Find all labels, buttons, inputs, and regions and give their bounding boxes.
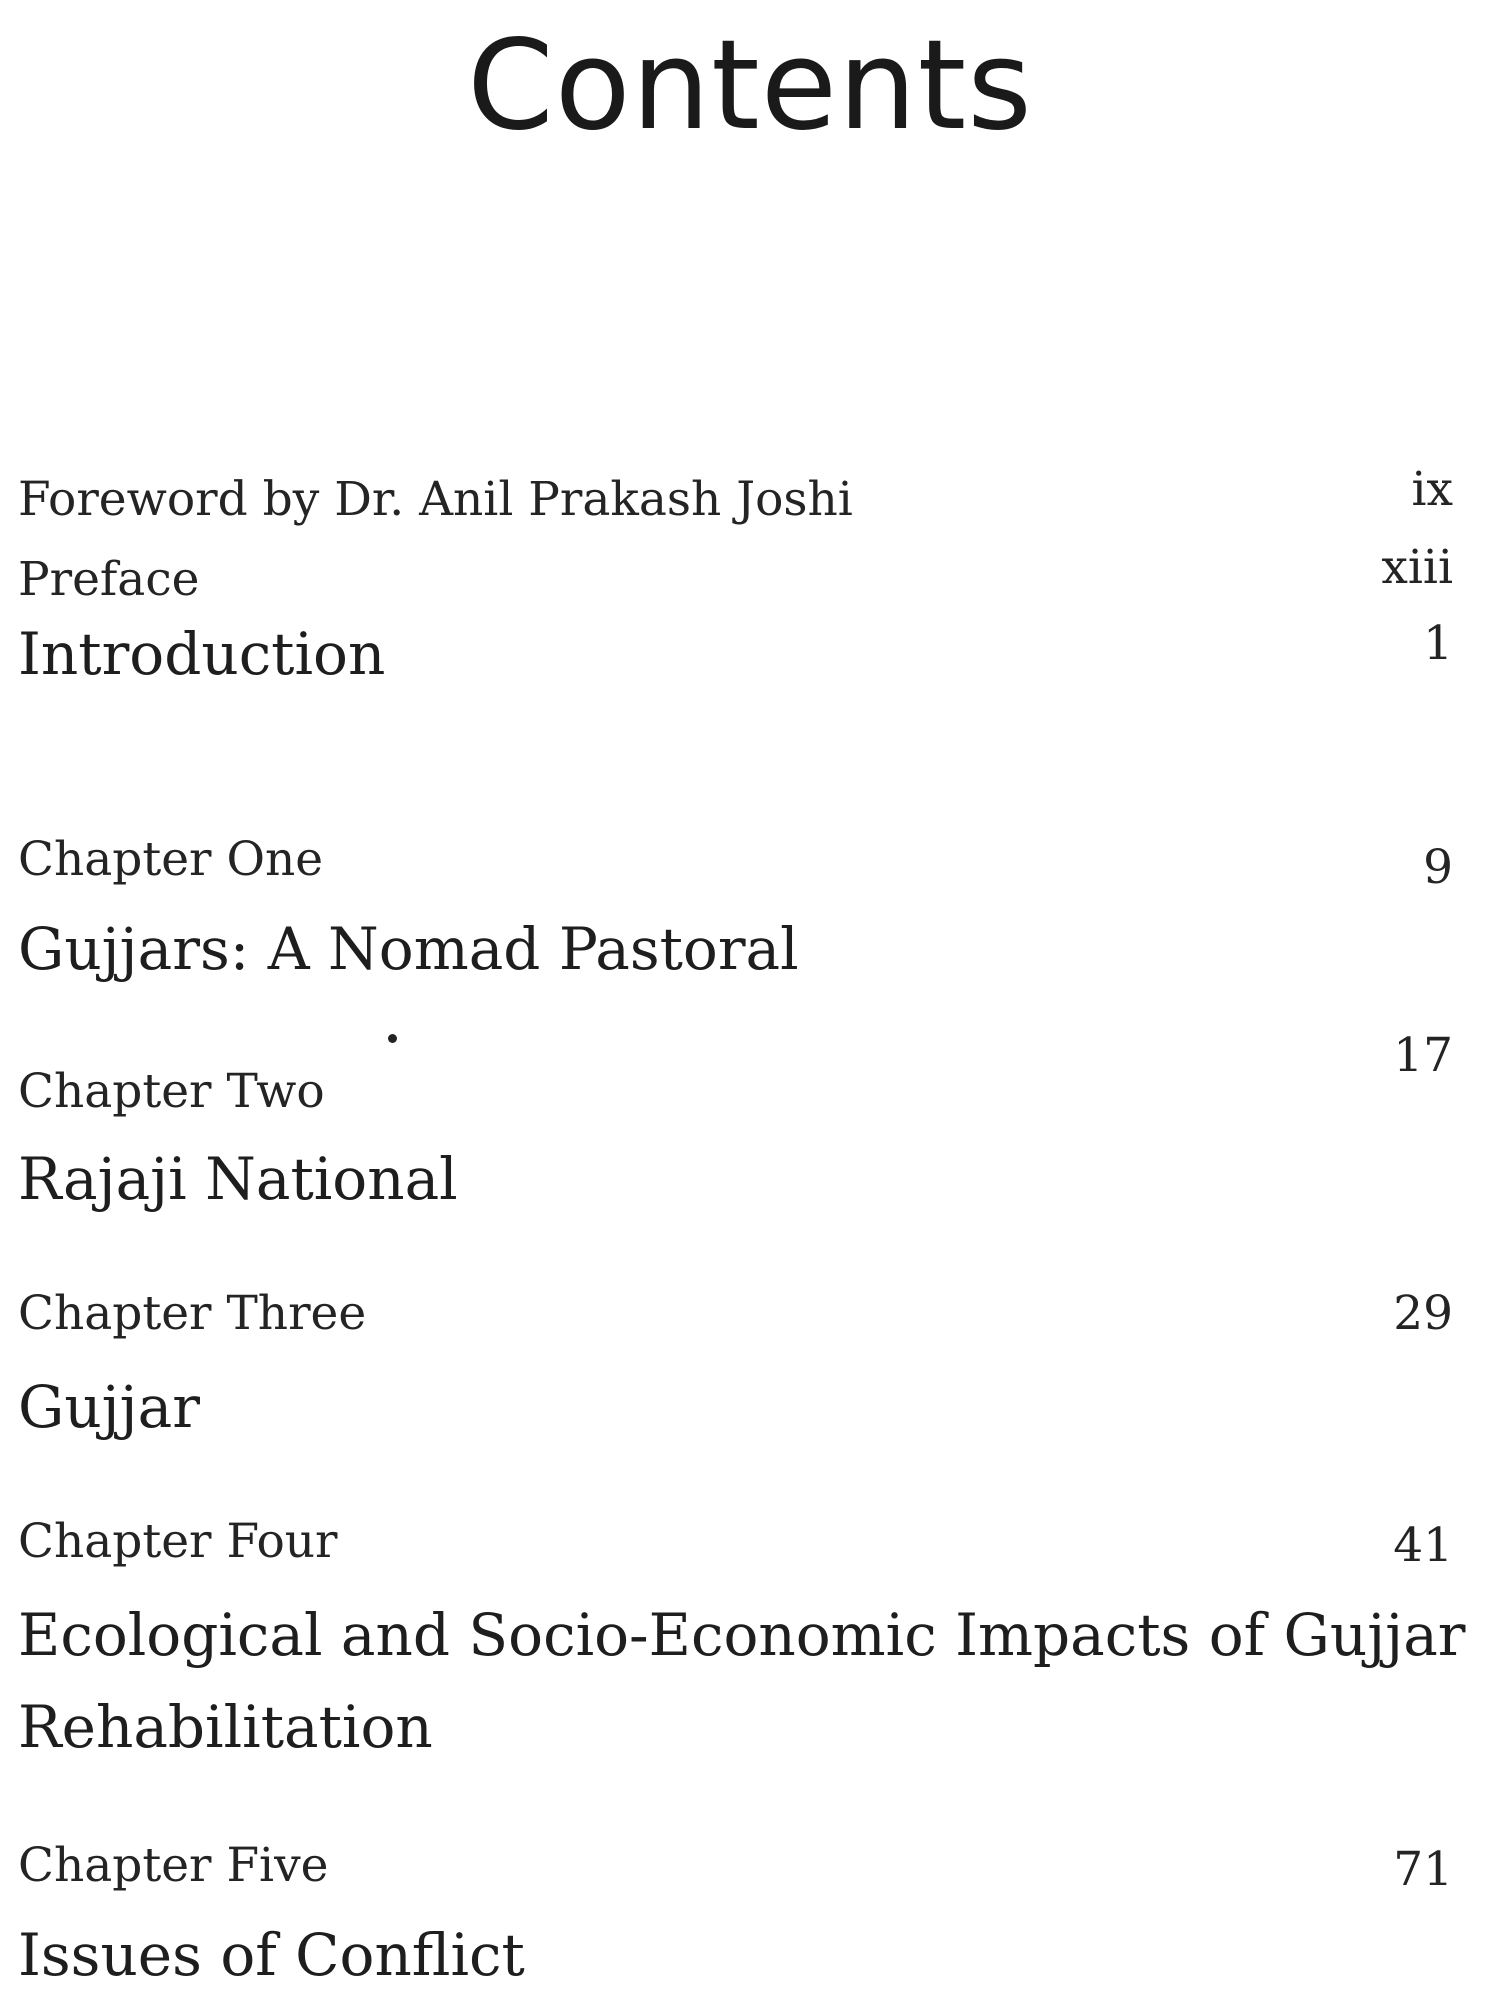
toc-entry-chapter-four-title-line2[interactable]: Rehabilitation [18,1693,433,1761]
page-number-chapter-four: 41 [1393,1518,1453,1573]
page-number-introduction: 1 [1423,616,1453,671]
toc-entry-foreword[interactable]: Foreword by Dr. Anil Prakash Joshi [18,472,853,527]
toc-entry-chapter-one-title[interactable]: Gujjars: A Nomad Pastoral [18,915,799,983]
ink-dot [388,1034,397,1043]
page-title: Contents [467,14,1033,158]
page-number-preface: xiii [1381,540,1453,595]
page-number-chapter-two: 17 [1393,1028,1453,1083]
page-number-chapter-one: 9 [1423,840,1453,895]
chapter-five-label: Chapter Five [18,1838,329,1893]
toc-entry-chapter-three-title[interactable]: Gujjar [18,1373,200,1441]
toc-entry-introduction[interactable]: Introduction [18,620,386,688]
chapter-three-label: Chapter Three [18,1286,367,1341]
chapter-one-label: Chapter One [18,832,324,887]
toc-entry-preface[interactable]: Preface [18,552,200,607]
toc-entry-chapter-two-title[interactable]: Rajaji National [18,1145,458,1213]
chapter-two-label: Chapter Two [18,1064,325,1119]
page-number-chapter-five: 71 [1393,1842,1453,1897]
page-number-foreword: ix [1411,462,1453,517]
page-number-chapter-three: 29 [1393,1286,1453,1341]
toc-entry-chapter-five-title[interactable]: Issues of Conflict [18,1921,525,1989]
chapter-four-label: Chapter Four [18,1514,338,1569]
toc-entry-chapter-four-title-line1[interactable]: Ecological and Socio-Economic Impacts of Gujjar [18,1601,1466,1669]
